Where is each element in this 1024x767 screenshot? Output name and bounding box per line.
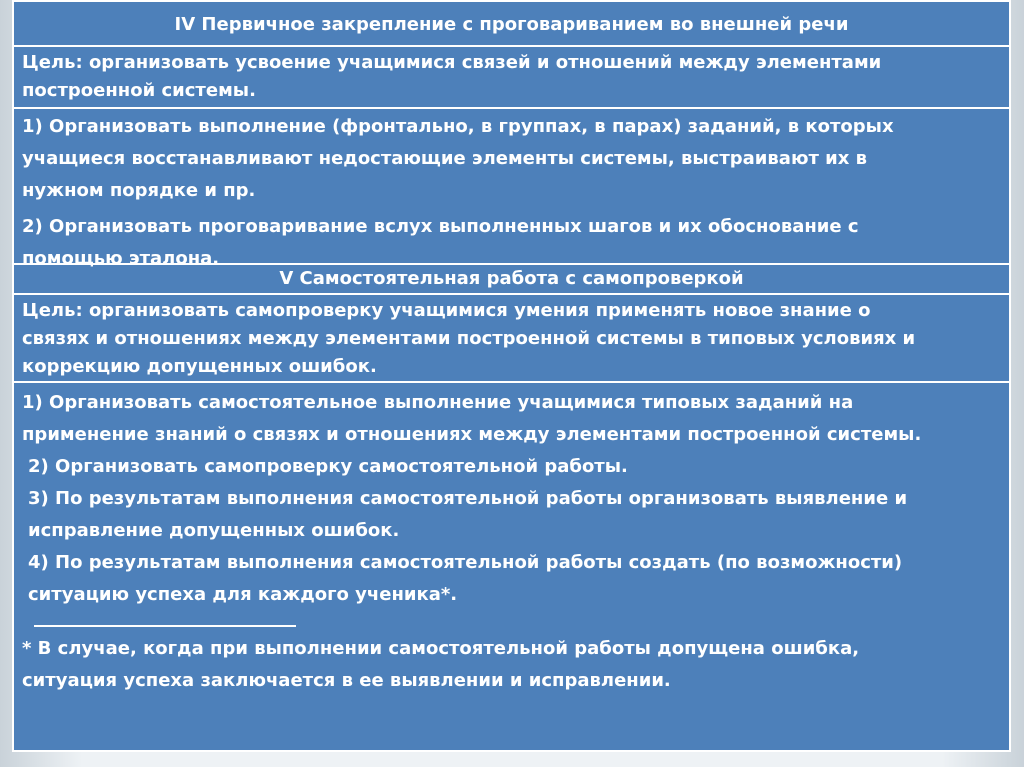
section5-goal-line1: Цель: организовать самопроверку учащимися умения применять новое знание о bbox=[22, 300, 871, 321]
section5-item3-line2: исправление допущенных ошибок. bbox=[28, 520, 400, 541]
section4-item2-line1: 2) Организовать проговаривание вслух выполненных шагов и их обоснование с bbox=[22, 216, 859, 237]
section5-title: V Самостоятельная работа с самопроверкой bbox=[279, 268, 744, 289]
section5-item1-line1: 1) Организовать самостоятельное выполнение учащимися типовых заданий на bbox=[22, 392, 854, 413]
section5-title-row bbox=[14, 265, 1009, 295]
footnote-separator bbox=[34, 625, 296, 627]
section5-goal-row bbox=[14, 295, 1009, 383]
section5-items-row bbox=[14, 383, 1009, 750]
section4-goal-line1: Цель: организовать усвоение учащимися связей и отношений между элементами bbox=[22, 52, 882, 73]
section5-item1-line2: применение знаний о связях и отношениях между элементами построенной системы. bbox=[22, 424, 922, 445]
section5-item2: 2) Организовать самопроверку самостоятельной работы. bbox=[28, 456, 628, 477]
section5-goal-line3: коррекцию допущенных ошибок. bbox=[22, 356, 377, 377]
section5-goal-line2: связях и отношениях между элементами построенной системы в типовых условиях и bbox=[22, 328, 916, 349]
section5-item4-line1: 4) По результатам выполнения самостоятельной работы создать (по возможности) bbox=[28, 552, 903, 573]
section4-goal-row bbox=[14, 47, 1009, 109]
section4-goal-line2: построенной системы. bbox=[22, 80, 256, 101]
section4-title: IV Первичное закрепление с проговариванием во внешней речи bbox=[174, 14, 849, 35]
section5-footnote-line1: * В случае, когда при выполнении самостоятельной работы допущена ошибка, bbox=[22, 638, 860, 659]
lesson-stages-table bbox=[12, 0, 1011, 752]
section5-item3-line1: 3) По результатам выполнения самостоятельной работы организовать выявление и bbox=[28, 488, 908, 509]
section5-item4-line2: ситуацию успеха для каждого ученика*. bbox=[28, 584, 458, 605]
section4-item1-line1: 1) Организовать выполнение (фронтально, в группах, в парах) заданий, в которых bbox=[22, 116, 894, 137]
section4-items-row bbox=[14, 109, 1009, 269]
section5-footnote-line2: ситуация успеха заключается в ее выявлении и исправлении. bbox=[22, 670, 671, 691]
section4-item2-line2: помощью эталона. bbox=[22, 248, 220, 269]
section4-item1-line3: нужном порядке и пр. bbox=[22, 180, 256, 201]
section4-item1-line2: учащиеся восстанавливают недостающие элементы системы, выстраивают их в bbox=[22, 148, 868, 169]
section4-title-row bbox=[14, 2, 1009, 47]
